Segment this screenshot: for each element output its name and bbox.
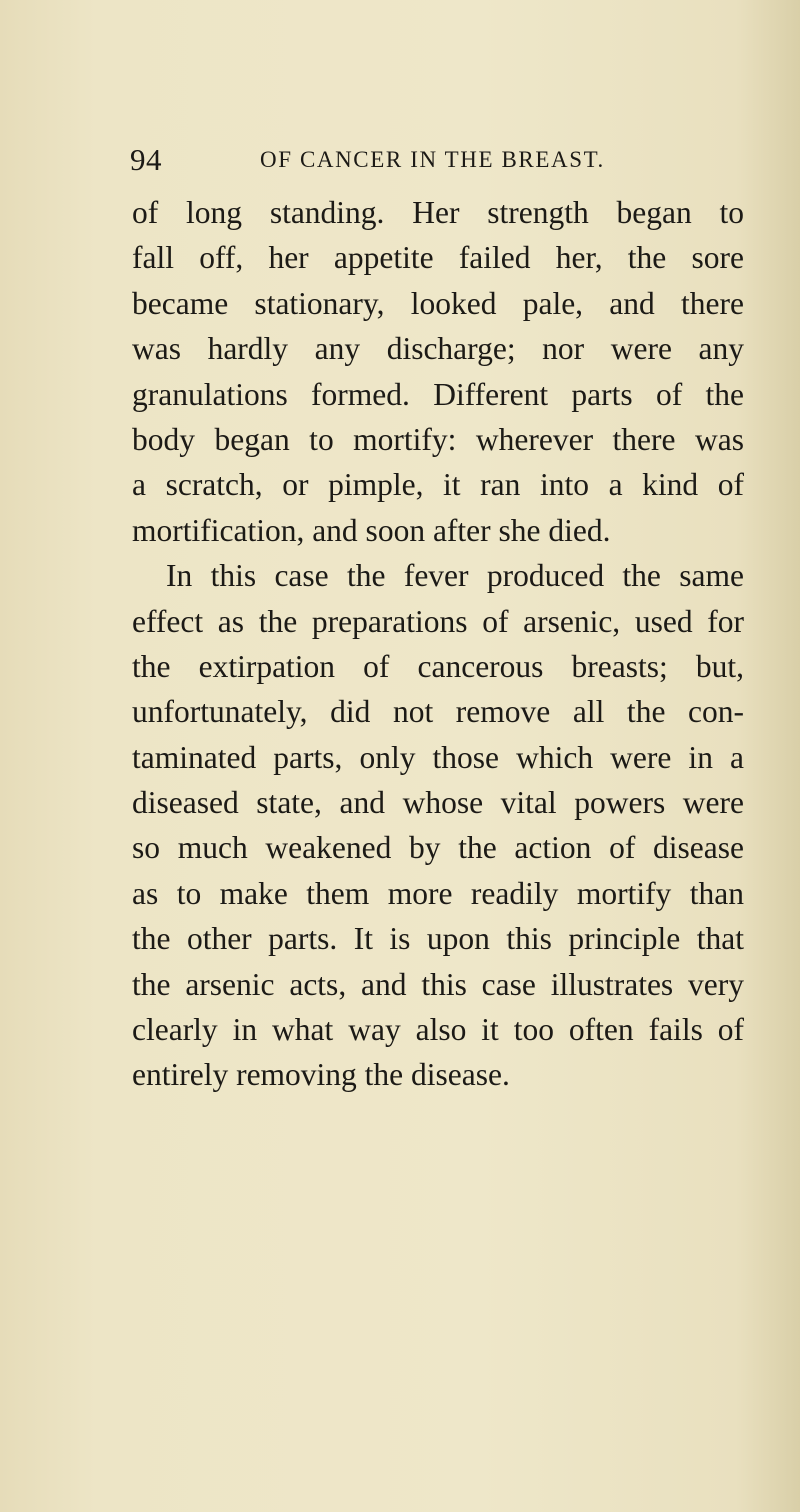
running-title: OF CANCER IN THE BREAST.	[260, 147, 605, 172]
text-line: unfortunately, did not remove all the con-	[132, 694, 744, 730]
paragraph-1	[132, 190, 744, 553]
text-line: mortification, and soon after she died.	[132, 512, 611, 548]
text-line: effect as the preparations of arsenic, used for	[132, 603, 744, 639]
page-number: 94	[130, 142, 162, 177]
body-text	[132, 190, 744, 1098]
text-line: granulations formed. Different parts of the	[132, 376, 744, 412]
text-line: the extirpation of cancerous breasts; but,	[132, 648, 744, 684]
text-line: taminated parts, only those which were in a	[132, 739, 744, 775]
text-line: as to make them more readily mortify than	[132, 875, 744, 911]
text-line: a scratch, or pimple, it ran into a kind of	[132, 467, 744, 503]
text-line: became stationary, looked pale, and there	[132, 285, 744, 321]
text-line: fall off, her appetite failed her, the sore	[132, 240, 744, 276]
running-head	[130, 140, 690, 180]
text-line: entirely removing the disease.	[132, 1057, 510, 1093]
paragraph-2	[132, 553, 744, 1098]
text-line: the other parts. It is upon this principle that	[132, 921, 744, 957]
text-line: the arsenic acts, and this case illustrates very	[132, 966, 744, 1002]
text-line: In this case the fever produced the same	[166, 558, 744, 594]
text-line: clearly in what way also it too often fails of	[132, 1012, 744, 1048]
text-line: of long standing. Her strength began to	[132, 195, 744, 230]
text-line: diseased state, and whose vital powers were	[132, 785, 744, 821]
text-line: was hardly any discharge; nor were any	[132, 331, 744, 367]
text-line: so much weakened by the action of disease	[132, 830, 744, 866]
text-line: body began to mortify: wherever there was	[132, 421, 744, 457]
